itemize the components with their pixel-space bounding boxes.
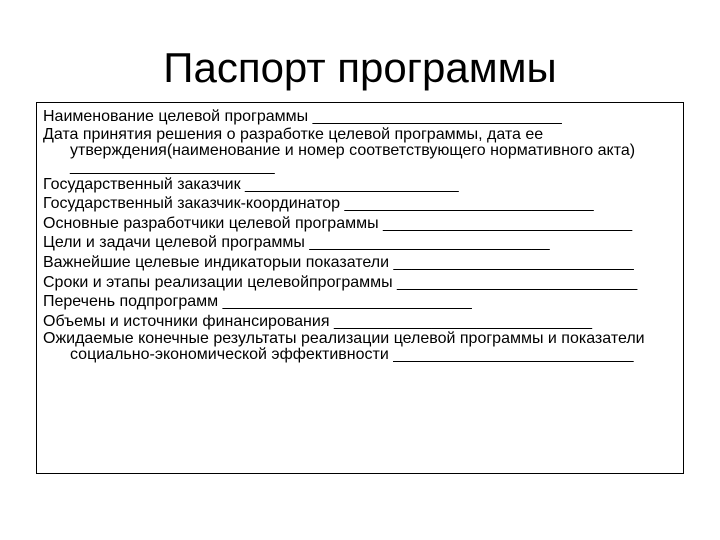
field-key-indicators: Важнейшие целевые индикаторыи показатели ___________________________: [43, 253, 634, 271]
field-decision-date: Дата принятия решения о разработке целевой программы, дата ее утверждения(наименование и номер соответствующего нормативного акта) _______________________: [43, 125, 636, 175]
field-main-developers: Основные разработчики целевой программы ____________________________: [43, 214, 633, 232]
field-expected-results: Ожидаемые конечные результаты реализации целевой программы и показатели социально-экономической эффективности ___________________________: [43, 330, 645, 364]
field-funding-sources: Объемы и источники финансирования _____________________________: [43, 312, 592, 330]
field-state-customer: Государственный заказчик ________________________: [43, 175, 459, 193]
field-state-customer-coordinator: Государственный заказчик-координатор ____________________________: [43, 195, 594, 213]
field-subprograms-list: Перечень подпрограмм ____________________________: [43, 293, 472, 311]
passport-fields-box: [36, 102, 684, 474]
field-goals-and-tasks: Цели и задачи целевой программы ___________________________: [43, 234, 550, 252]
field-terms-and-stages: Сроки и этапы реализации целевойпрограммы ___________________________: [43, 273, 638, 291]
field-program-name: Наименование целевой программы ____________________________: [43, 108, 562, 125]
page-title: Паспорт программы: [163, 44, 557, 91]
